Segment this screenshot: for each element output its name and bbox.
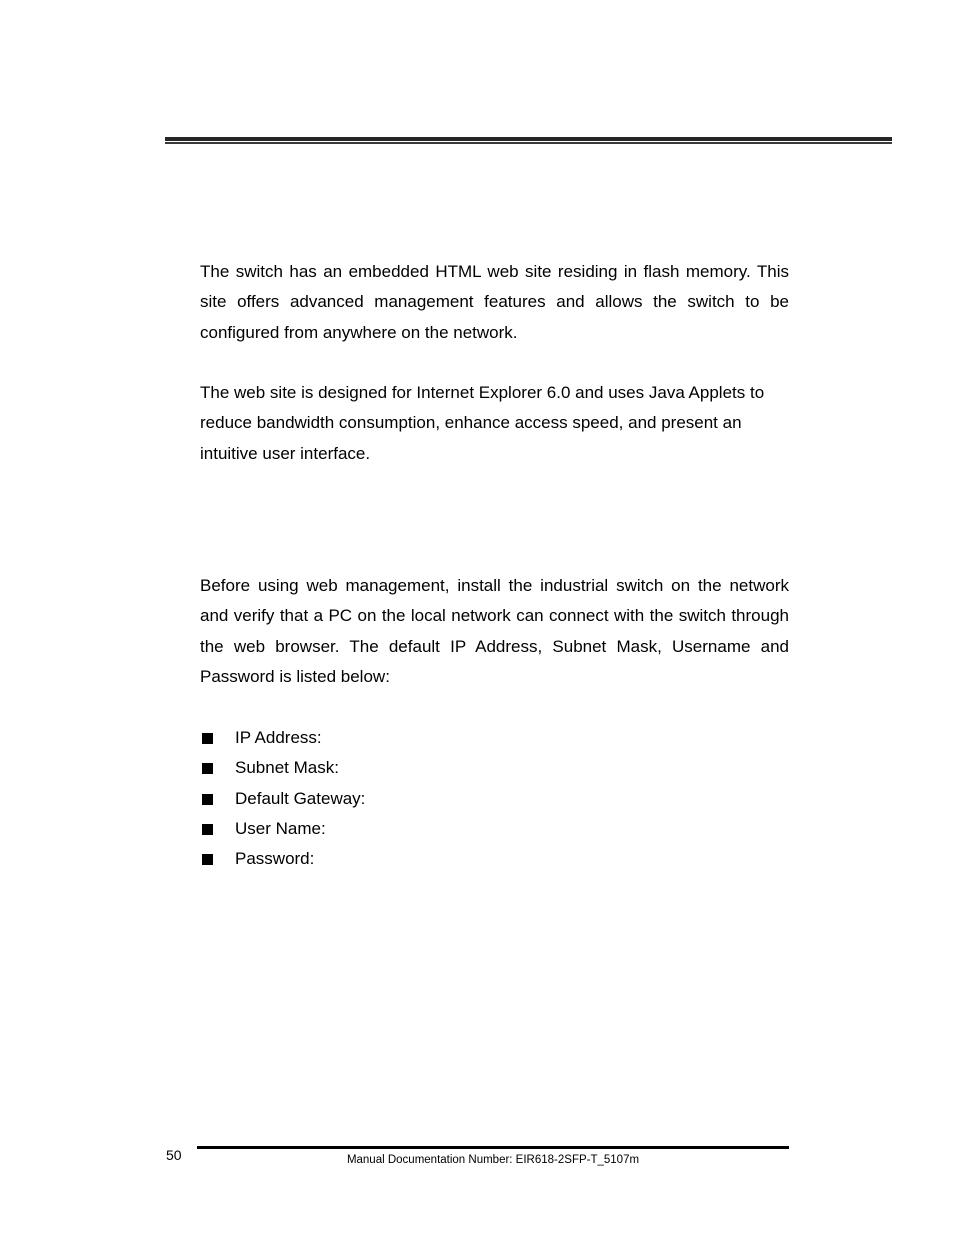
header-rule-thick [165, 137, 892, 141]
list-item-ip-address [200, 723, 365, 753]
list-item-password [200, 844, 365, 874]
square-bullet-icon [202, 854, 213, 865]
header-rule-thin [165, 142, 892, 144]
list-item-subnet-mask [200, 753, 365, 783]
list-item-label: IP Address: [235, 728, 322, 747]
square-bullet-icon [202, 794, 213, 805]
header-rule [165, 137, 892, 144]
default-settings-list [200, 723, 365, 874]
list-item-label: Subnet Mask: [235, 758, 339, 778]
square-bullet-icon [202, 763, 213, 774]
footer-doc-number: Manual Documentation Number: EIR618-2SFP-T_5107m [346, 1154, 640, 1166]
intro-paragraph-1: The switch has an embedded HTML web site residing in flash memory. This site offers advanced management features and allows the switch to be configured from anywhere on the network. [200, 262, 789, 342]
square-bullet-icon [202, 824, 213, 835]
square-bullet-icon [202, 733, 213, 744]
footer-rule [197, 1146, 789, 1149]
list-item-label: Password: [235, 849, 315, 869]
list-item-label: Default Gateway: [235, 788, 366, 808]
preparation-paragraph: Before using web management, install the industrial switch on the network and verify that a PC on the local network can connect with the switch through the web browser. The default IP Address, Subnet Mask, Username and Password is listed below: [200, 576, 789, 686]
list-item-default-gateway [200, 784, 365, 814]
intro-paragraph-2: The web site is designed for Internet Explorer 6.0 and uses Java Applets to reduce bandwidth consumption, enhance access speed, and present an intuitive user interface. [200, 383, 765, 463]
list-item-user-name [200, 814, 365, 844]
list-item-label: User Name: [235, 818, 326, 838]
page-number: 50 [166, 1147, 182, 1163]
